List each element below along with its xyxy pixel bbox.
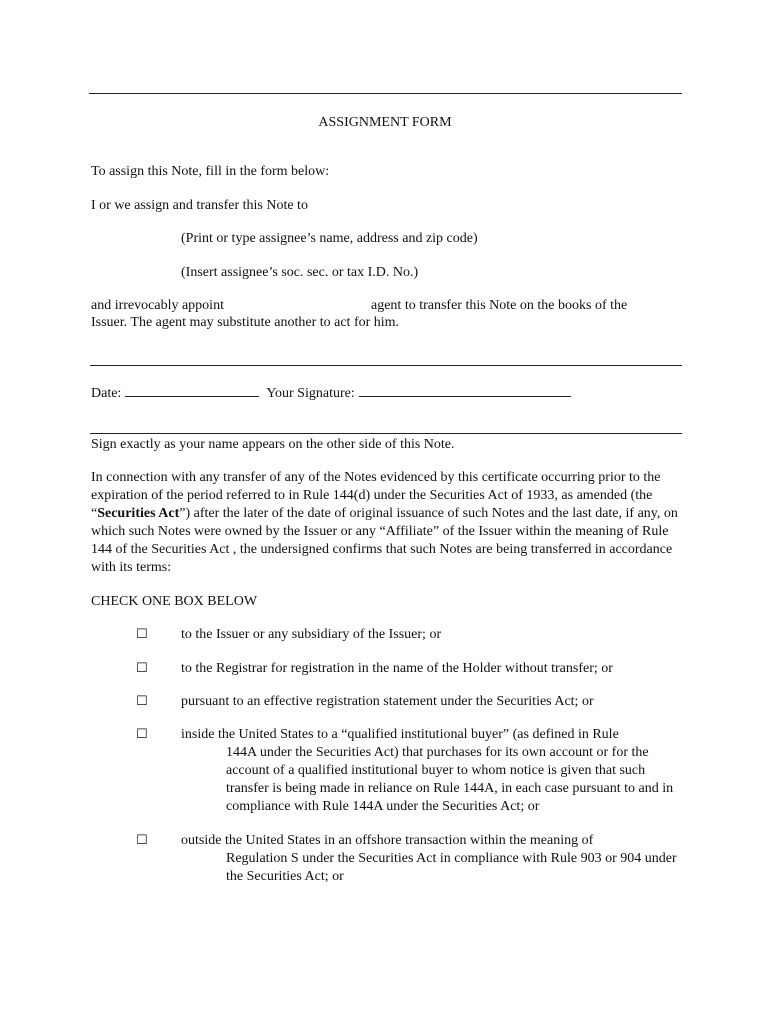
checkbox-1[interactable]: ☐ [136, 627, 148, 642]
signature-rule[interactable] [90, 433, 682, 434]
option-text: outside the United States in an offshore transaction within the meaning of [181, 833, 594, 848]
checkbox-3[interactable]: ☐ [136, 694, 148, 709]
assignee-name-hint: (Print or type assignee’s name, address and zip code) [181, 231, 478, 246]
assign-line: I or we assign and transfer this Note to [91, 198, 308, 213]
connection-paragraph [91, 469, 681, 577]
appoint-line2: Issuer. The agent may substitute another to act for him. [91, 315, 400, 330]
connection-text-1: In connection with any transfer of any of the Notes evidenced by this certificate occurring prior to the expiration of the period referred to in Rule 144(d) under the Securities Act of 1933, as amended (the “ [91, 470, 661, 521]
option-text: to the Registrar for registration in the name of the Holder without transfer; or [181, 661, 613, 676]
option-2 [181, 660, 686, 678]
top-rule [89, 93, 682, 94]
option-text: to the Issuer or any subsidiary of the Issuer; or [181, 627, 442, 642]
date-label: Date: [91, 386, 122, 401]
connection-text-2: ”) after the later of the date of original issuance of such Notes and the last date, if any, on which such Notes were owned by the Issuer or any “Affiliate” of the Issuer within the meaning of Rule 144 of the Securities Act , the undersigned confirms that such Notes are being transferred in accordance with its terms: [91, 506, 678, 575]
option-text: inside the United States to a “qualified institutional buyer” (as defined in Rule [181, 727, 619, 742]
option-text-continued: 144A under the Securities Act) that purchases for its own account or for the account of a qualified institutional buyer to whom notice is given that such transfer is being made in reliance on Rule 144A, in each case pursuant to and in compliance with Rule 144A under the Securities Act; or [226, 745, 674, 814]
signature-field[interactable] [359, 383, 571, 397]
intro-text: To assign this Note, fill in the form below: [91, 164, 330, 179]
date-field[interactable] [125, 383, 259, 397]
form-title: ASSIGNMENT FORM [318, 115, 452, 130]
sign-note: Sign exactly as your name appears on the other side of this Note. [91, 437, 455, 452]
checkbox-4[interactable]: ☐ [136, 727, 148, 742]
assignee-tax-hint: (Insert assignee’s soc. sec. or tax I.D. No.) [181, 265, 419, 280]
assignee-signature-rule[interactable] [90, 365, 682, 366]
option-text-continued: Regulation S under the Securities Act in compliance with Rule 903 or 904 under the Securities Act; or [226, 851, 677, 884]
appoint-prefix: and irrevocably appoint [91, 298, 224, 313]
option-4 [181, 726, 686, 816]
checkbox-5[interactable]: ☐ [136, 833, 148, 848]
option-5 [181, 832, 686, 886]
signature-label: Your Signature: [266, 386, 355, 401]
date-signature-row [91, 383, 575, 403]
checkbox-2[interactable]: ☐ [136, 661, 148, 676]
appoint-suffix: agent to transfer this Note on the books of the [371, 298, 628, 313]
check-heading: CHECK ONE BOX BELOW [91, 594, 258, 609]
option-text: pursuant to an effective registration statement under the Securities Act; or [181, 694, 594, 709]
option-3 [181, 693, 686, 711]
securities-act-term: Securities Act [97, 506, 180, 521]
option-1 [181, 626, 686, 644]
